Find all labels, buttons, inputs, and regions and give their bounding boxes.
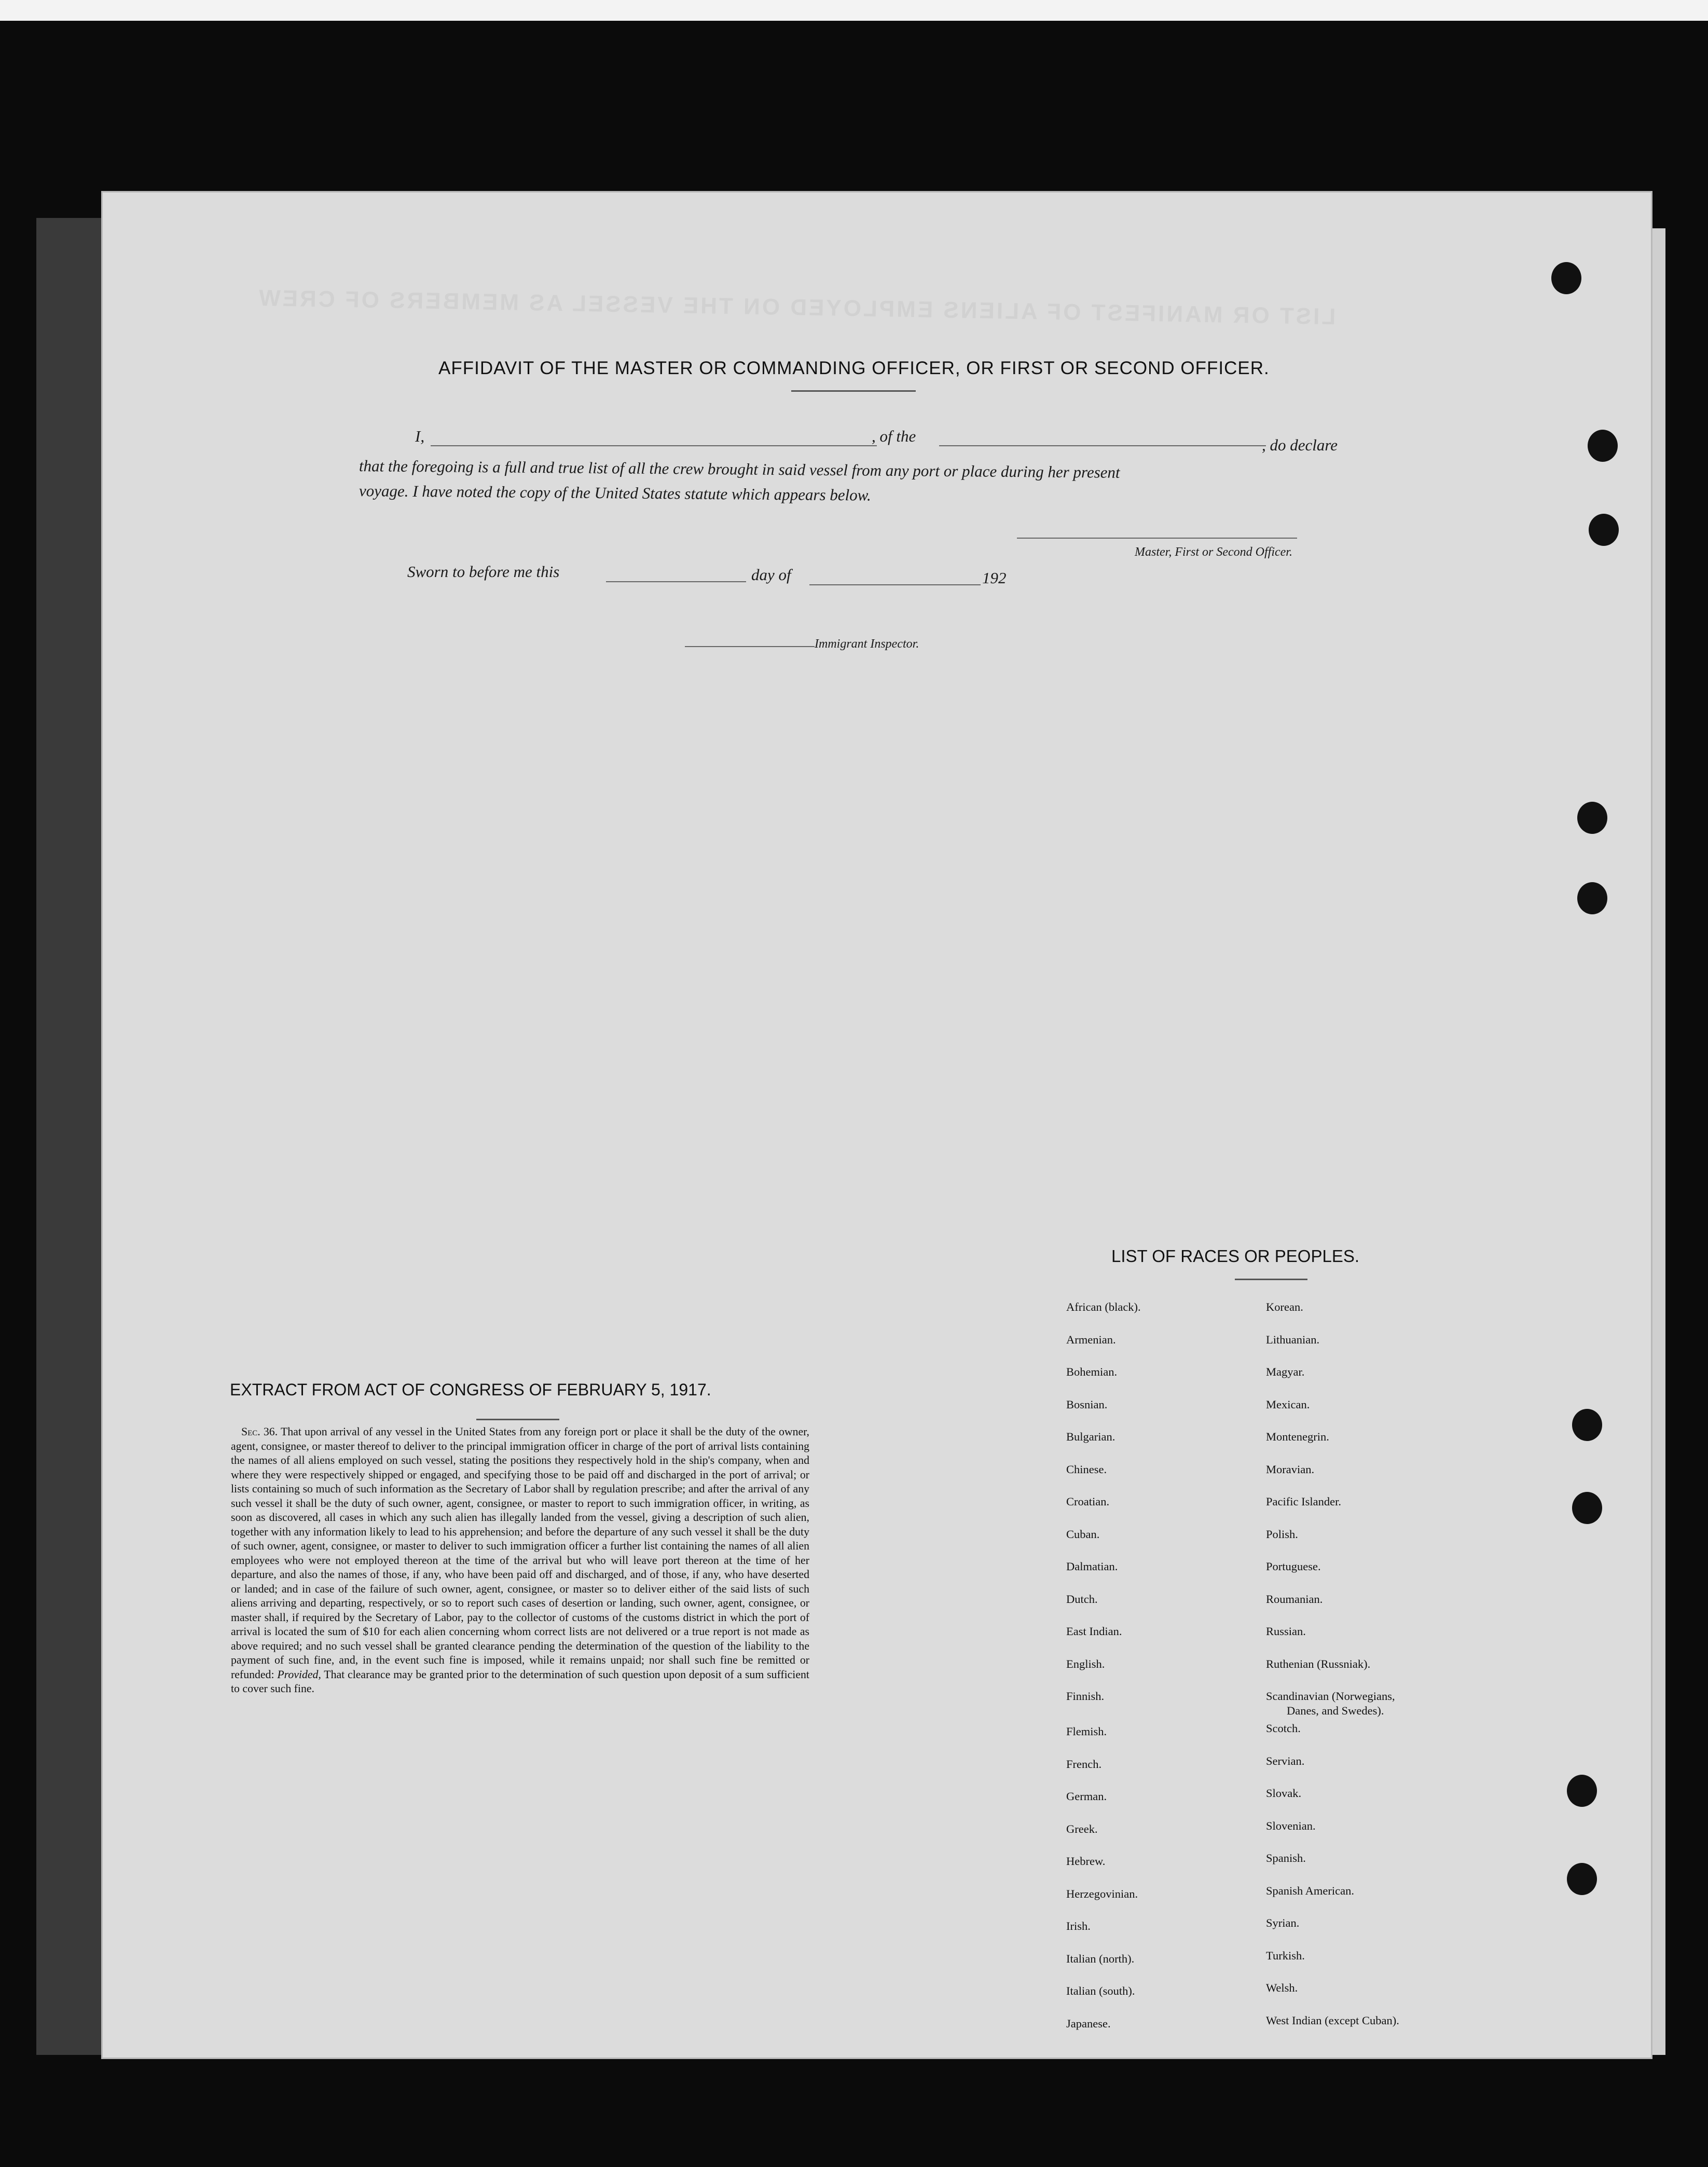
scan-top-strip [0,0,1708,21]
race-item: Slovenian. [1266,1819,1316,1832]
race-item: Polish. [1266,1527,1298,1541]
races-list-title: LIST OF RACES OR PEOPLES. [1111,1246,1360,1266]
race-item: Bosnian. [1066,1397,1108,1411]
race-item: Syrian. [1266,1916,1300,1929]
extract-title: EXTRACT FROM ACT OF CONGRESS OF FEBRUARY 5, 1917. [230,1380,711,1399]
race-item: Bohemian. [1066,1365,1118,1378]
affidavit-line-i: I, [415,427,425,445]
race-item: German. [1066,1790,1107,1803]
extract-section-36-text [231,1425,809,1696]
race-item: French. [1066,1757,1102,1771]
sworn-statement-prefix: Sworn to before me this [407,563,560,581]
race-item: West Indian (except Cuban). [1266,2013,1399,2027]
race-item: Italian (north). [1066,1952,1135,1965]
race-item: Flemish. [1066,1725,1107,1738]
inspector-signature-line [685,646,815,647]
race-item: Servian. [1266,1754,1305,1767]
affidavit-statement-line: voyage. I have noted the copy of the United States statute which appears below. [359,482,872,504]
race-item-continuation: Danes, and Swedes). [1287,1704,1384,1717]
race-item: Greek. [1066,1822,1098,1835]
race-item: Slovak. [1266,1787,1302,1800]
master-signature-caption: Master, First or Second Officer. [1135,545,1292,559]
race-item: Korean. [1266,1300,1303,1313]
sworn-month-field [809,584,981,585]
race-item: East Indian. [1066,1625,1122,1638]
adjacent-page-edge [36,218,109,2055]
punch-hole [1572,1492,1602,1524]
race-item: Italian (south). [1066,1984,1135,1997]
punch-hole [1567,1775,1597,1807]
sworn-day-of: day of [751,566,791,584]
race-item: Roumanian. [1266,1592,1323,1606]
race-item: Scandinavian (Norwegians, [1266,1690,1395,1703]
race-item: Dutch. [1066,1592,1098,1606]
affidavit-line-do-declare: , do declare [1262,436,1338,454]
punch-hole [1577,802,1607,834]
races-left-column [1066,1300,1141,2049]
punch-hole [1572,1409,1602,1441]
extract-title-rule [476,1419,559,1420]
race-item: Herzegovinian. [1066,1887,1138,1900]
punch-hole [1589,514,1619,546]
punch-hole [1551,262,1581,294]
master-signature-line [1017,538,1297,539]
affidavit-line-of-the: , of the [872,427,916,445]
race-item: Spanish American. [1266,1884,1354,1897]
races-right-column [1266,1300,1399,2046]
race-item: Scotch. [1266,1722,1301,1735]
races-title-rule [1235,1279,1307,1280]
race-item: Montenegrin. [1266,1430,1329,1443]
race-item: Irish. [1066,1919,1091,1932]
section-label: Sec. 36. [241,1425,278,1438]
race-item: Spanish. [1266,1851,1306,1864]
master-name-field [431,445,877,446]
bleed-through-header: LIST OR MANIFEST OF ALIENS EMPLOYED ON THE VESSEL AS MEMBERS OF CREW [256,285,1336,330]
sworn-year: 192 [982,569,1007,587]
race-item: Russian. [1266,1625,1306,1638]
race-item: Croatian. [1066,1495,1110,1508]
inspector-caption: Immigrant Inspector. [815,637,919,651]
race-item: Ruthenian (Russniak). [1266,1657,1371,1670]
page-right-edge [1652,228,1665,2055]
race-item: African (black). [1066,1300,1141,1313]
race-item: Japanese. [1066,2017,1111,2030]
race-item: English. [1066,1657,1105,1670]
affidavit-title: AFFIDAVIT OF THE MASTER OR COMMANDING OFFICER, OR FIRST OR SECOND OFFICER. [438,358,1270,378]
race-item: Dalmatian. [1066,1560,1118,1573]
race-item: Chinese. [1066,1462,1107,1476]
race-item: Lithuanian. [1266,1333,1320,1346]
punch-hole [1567,1863,1597,1895]
extract-provided-word: Provided, [277,1668,321,1681]
race-item: Hebrew. [1066,1855,1106,1868]
race-item: Armenian. [1066,1333,1116,1346]
race-item: Magyar. [1266,1365,1305,1378]
race-item: Pacific Islander. [1266,1495,1341,1508]
race-item: Moravian. [1266,1462,1315,1476]
punch-hole [1588,430,1618,462]
race-item: Bulgarian. [1066,1430,1115,1443]
race-item: Portuguese. [1266,1560,1321,1573]
race-item: Cuban. [1066,1527,1100,1541]
race-item: Turkish. [1266,1949,1305,1962]
affidavit-title-rule [791,390,916,392]
sworn-date-field [606,581,746,582]
extract-body-main: That upon arrival of any vessel in the United States from any foreign port or place it shall be the duty of the owner, agent, consignee, or master thereof to deliver to the principal immigration officer in charge of the port of arrival lists containing the names of all aliens employed on such vessel, stating the positions they respectively hold in the ship's company, when and where they were respectively shipped or engaged, and specifying those to be paid off and discharged in the port of arrival; or lists containing so much of such information as the Secretary of Labor shall by regulation prescribe; and after the arrival of any such vessel it shall be the duty of such owner, agent, consignee, or master to report to such immigration officer, in writing, as soon as discovered, all cases in which any such alien has illegally landed from the vessel, giving a description of such alien, together with any information likely to lead to his apprehension; and before the departure of any such vessel it shall be the duty of such owner, agent, consignee, or master to deliver to such immigration officer a further list containing the names of all alien employees who were not employed thereon at the time of the arrival but who will leave port thereon at the time of her departure, and also the names of those, if any, who have been paid off and discharged, and of those, if any, who have deserted or landed; and in case of the failure of such owner, agent, consignee, or master so to deliver either of the said lists of such aliens arriving and departing, respectively, or so to report such cases of desertion or landing, such owner, agent, consignee, or master shall, if required by the Secretary of Labor, pay to the collector of customs of the customs district in which the port of arrival is located the sum of $10 for each alien concerning whom correct lists are not delivered or a true report is not made as above required; and no such vessel shall be granted clearance pending the determination of the question of the liability to the payment of such fine, and, in the event such fine is imposed, while it remains unpaid; nor shall such fine be remitted or refunded: [231,1425,810,1681]
affidavit-statement-line: that the foregoing is a full and true list of all the crew brought in said vessel from any port or place during her present [359,457,1120,482]
race-item: Finnish. [1066,1690,1105,1703]
punch-hole [1577,882,1607,914]
race-item: Mexican. [1266,1397,1310,1411]
race-item: Welsh. [1266,1981,1298,1994]
extract-body-tail: That clearance may be granted prior to the determination of such question upon deposit of a sum sufficient to cover such fine. [231,1668,809,1695]
vessel-name-field [939,445,1266,446]
